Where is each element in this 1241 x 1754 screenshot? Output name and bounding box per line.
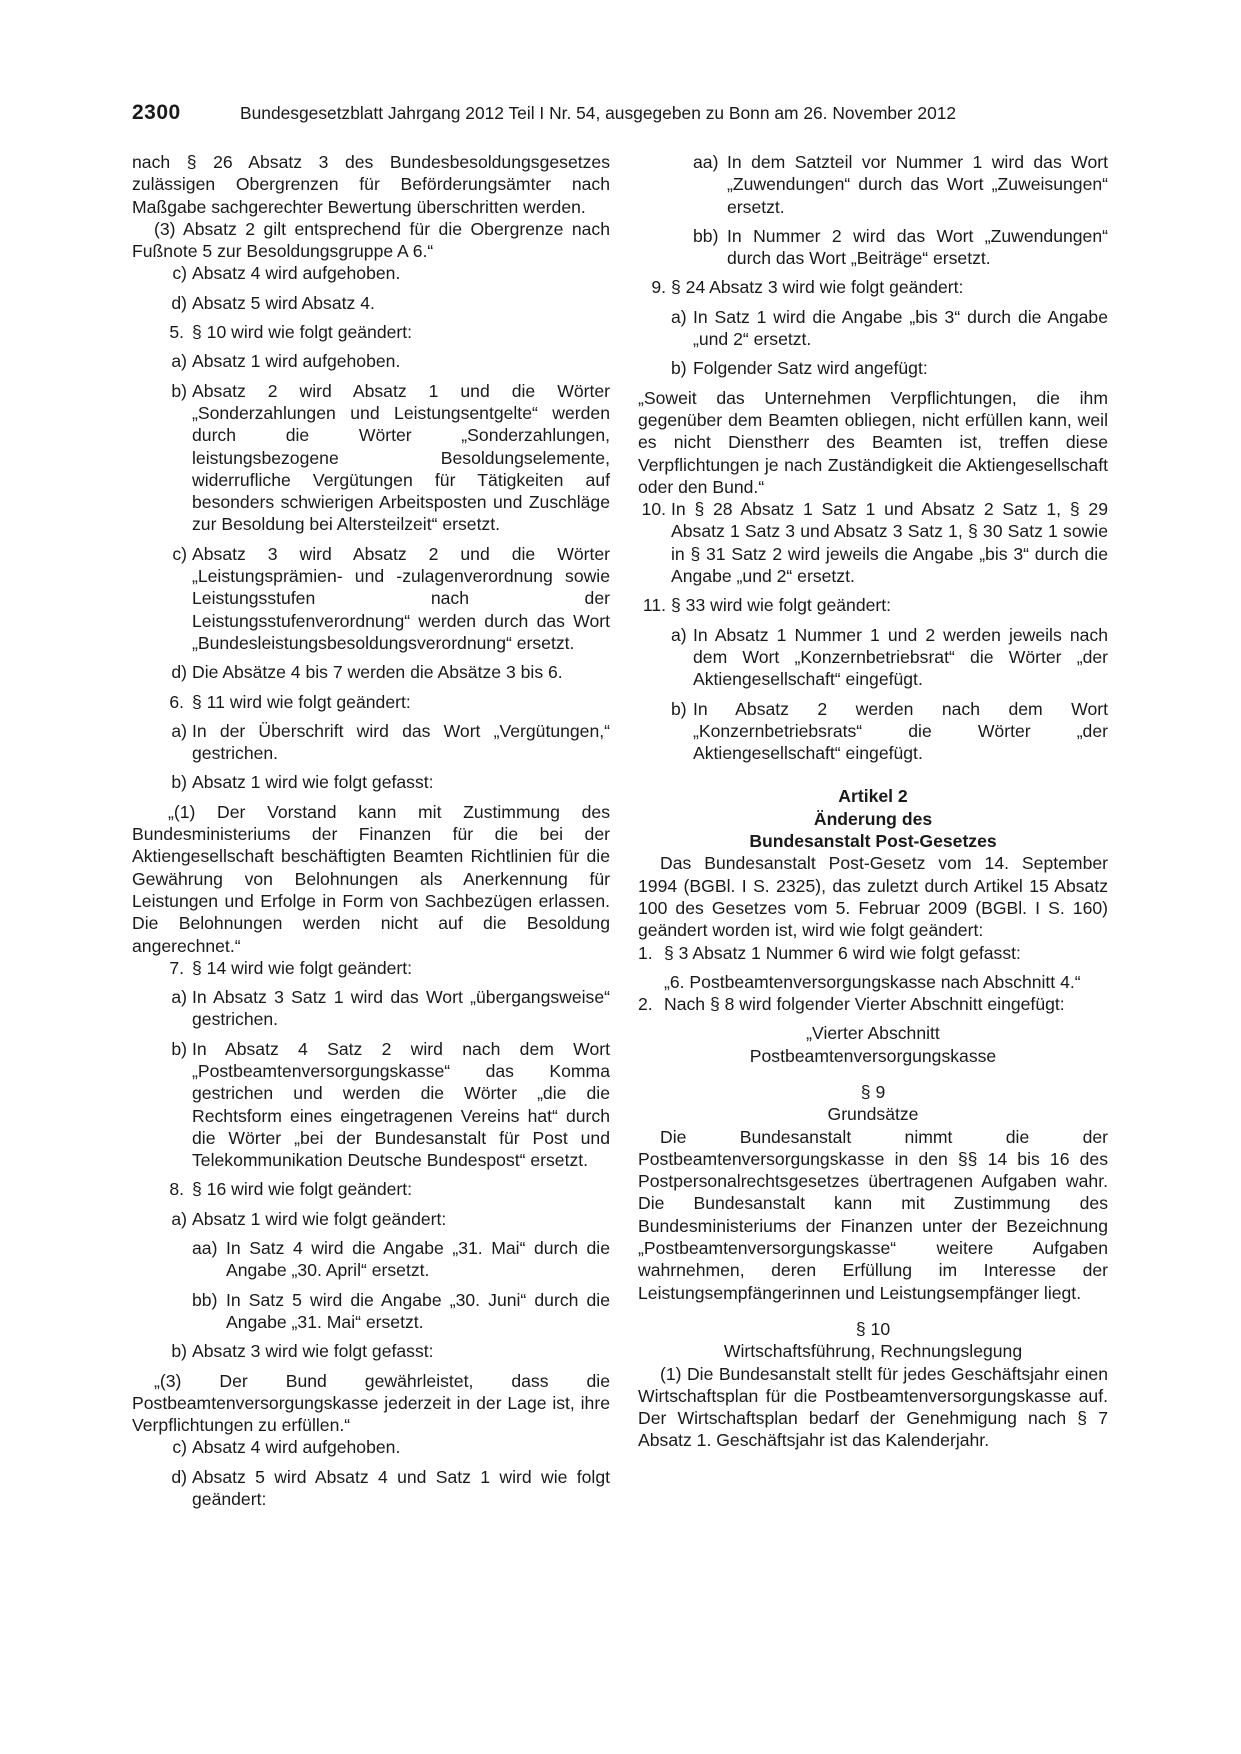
item-label: a) (171, 351, 187, 372)
paragraph-body: (1) Die Bundesanstalt stellt für jedes Geschäftsjahr einen Wirtschaftsplan für die Postbeamtenversorgungskasse auf. Der Wirtschaftsplan bedarf der Genehmigung nach § 7 Absatz 1. Geschäftsjahr ist das Kalenderjahr. (638, 1363, 1108, 1451)
item-text: Die Absätze 4 bis 7 werden die Absätze 3 bis 6. (192, 662, 563, 683)
list-item (132, 1237, 610, 1282)
item-text: § 24 Absatz 3 wird wie folgt geändert: (671, 277, 964, 298)
quoted-paragraph: „(1) Der Vorstand kann mit Zustimmung des Bundesministeriums der Finanzen für die bei der Aktiengesellschaft beschäftigten Beamten Richtlinien für die Gewährung von Belohnungen als Anerkennung für Leistungen und Erfolge in Form von Sachbezügen erlassen. Die Belohnungen werden nicht auf die Besoldung angerechnet.“ (132, 801, 610, 956)
item-text: In § 28 Absatz 1 Satz 1 und Absatz 2 Satz 1, § 29 Absatz 1 Satz 3 und Absatz 3 Satz 1, § 30 Satz 1 sowie in § 31 Satz 2 wird jeweils die Angabe „bis 3“ durch die Angabe „und 2“ ersetzt. (671, 499, 1108, 587)
item-text: In Absatz 4 Satz 2 wird nach dem Wort „Postbeamtenversorgungskasse“ das Komma gestrichen und werden die Wörter „die die Rechtsform eines eingetragenen Vereins hat“ durch die Wörter „bei der Bundesanstalt für Post und Telekommunikation Deutsche Bundespost“ ersetzt. (192, 1038, 610, 1171)
paragraph-title: Grundsätze (827, 1104, 919, 1125)
item-text: In Absatz 2 werden nach dem Wort „Konzernbetriebsrats“ die Wörter „der Aktiengesellschaft“ eingefügt. (693, 698, 1108, 764)
article-subtitle: Bundesanstalt Post-Gesetzes (749, 831, 997, 852)
item-text: In Absatz 3 Satz 1 wird das Wort „übergangsweise“ gestrichen. (192, 987, 610, 1030)
item-label: d) (171, 292, 187, 313)
item-label: b) (171, 772, 187, 793)
page-number: 2300 (132, 101, 181, 124)
list-item (638, 624, 1108, 691)
list-item (638, 942, 1108, 964)
item-label: bb) (192, 1289, 218, 1310)
item-number: 1. (638, 942, 653, 963)
section-heading: „Vierter Abschnitt (806, 1023, 940, 1044)
list-item (132, 957, 610, 979)
item-text: Folgender Satz wird angefügt: (693, 358, 928, 379)
paragraph-number: § 10 (855, 1318, 891, 1339)
item-text: Absatz 3 wird wie folgt gefasst: (192, 1341, 434, 1362)
item-text: § 33 wird wie folgt geändert: (671, 595, 892, 616)
left-column (132, 151, 610, 1517)
list-item (132, 380, 610, 536)
item-text: Absatz 1 wird wie folgt geändert: (192, 1208, 447, 1229)
article-title: Artikel 2 (838, 786, 908, 807)
item-label: aa) (192, 1238, 218, 1259)
spacer (638, 1304, 1108, 1318)
item-text: Absatz 4 wird aufgehoben. (192, 263, 401, 284)
quoted-paragraph: „(3) Der Bund gewährleistet, dass die Postbeamtenversorgungskasse jederzeit in der Lage ist, ihre Verpflichtungen zu erfüllen.“ (132, 1370, 610, 1436)
list-item (638, 306, 1108, 351)
item-text: In Satz 5 wird die Angabe „30. Juni“ durch die Angabe „31. Mai“ ersetzt. (226, 1289, 610, 1332)
page-header (132, 101, 1107, 131)
quoted-paragraph: „Soweit das Unternehmen Verpflichtungen, die ihm gegenüber dem Beamten obliegen, nicht erfüllen kann, weil es nicht Dienstherr des Beamten ist, treffen diese Verpflichtungen je nach Zuständigkeit die Aktiengesellschaft oder den Bund.“ (638, 387, 1108, 497)
item-label: a) (171, 987, 187, 1008)
item-label: d) (171, 662, 187, 683)
item-number: 5. (169, 322, 184, 343)
list-item (638, 498, 1108, 587)
list-item (132, 321, 610, 343)
item-label: a) (171, 720, 187, 741)
item-text: Absatz 5 wird Absatz 4. (192, 292, 375, 313)
item-text: In Satz 4 wird die Angabe „31. Mai“ durch die Angabe „30. April“ ersetzt. (226, 1238, 610, 1281)
article-subtitle: Änderung des (813, 808, 933, 829)
item-text: § 16 wird wie folgt geändert: (192, 1179, 413, 1200)
item-text: Absatz 5 wird Absatz 4 und Satz 1 wird wie folgt geändert: (192, 1466, 610, 1510)
item-text: Absatz 1 wird aufgehoben. (192, 351, 401, 372)
item-label: b) (171, 1038, 187, 1059)
item-number: 6. (169, 691, 184, 712)
list-item (638, 225, 1108, 270)
item-label: a) (671, 624, 687, 645)
item-label: c) (172, 263, 187, 284)
list-item (132, 1466, 610, 1511)
list-item (132, 292, 610, 314)
item-label: a) (671, 306, 687, 327)
item-number: 9. (651, 277, 666, 298)
item-text: § 11 wird wie folgt geändert: (192, 691, 411, 712)
list-item (638, 276, 1108, 298)
item-text: In der Überschrift wird das Wort „Vergütungen,“ gestrichen. (192, 720, 610, 764)
list-item (132, 1038, 610, 1172)
item-text: In Satz 1 wird die Angabe „bis 3“ durch die Angabe „und 2“ ersetzt. (693, 306, 1108, 350)
item-text: In Absatz 1 Nummer 1 und 2 werden jeweils nach dem Wort „Konzernbetriebsrat“ die Wörter „der Aktiengesellschaft“ eingefügt. (693, 624, 1108, 690)
item-label: c) (172, 1437, 187, 1458)
item-label: b) (171, 380, 187, 401)
item-number: 11. (642, 595, 666, 616)
item-text: § 3 Absatz 1 Nummer 6 wird wie folgt gefasst: (664, 942, 1021, 963)
item-text: Absatz 2 wird Absatz 1 und die Wörter „Sonderzahlungen und Leistungsentgelte“ werden durch die Wörter „Sonderzahlungen, leistungsbezogene Besoldungselemente, widerrufliche Vergütungen für Tätigkeiten auf besonders schwierigen Arbeitsposten und Zuschläge zur Besoldung bei Altersteilzeit“ ersetzt. (192, 380, 610, 535)
item-label: aa) (693, 152, 719, 172)
list-item (638, 357, 1108, 379)
item-number: 10. (641, 499, 666, 520)
list-item (132, 986, 610, 1031)
item-number: 2. (638, 994, 653, 1015)
paragraph-title: Wirtschaftsführung, Rechnungslegung (723, 1341, 1023, 1362)
spacer (638, 771, 1108, 785)
spacer (638, 1067, 1108, 1081)
list-item (638, 993, 1108, 1015)
item-text: § 10 wird wie folgt geändert: (192, 322, 413, 343)
item-text: Absatz 1 wird wie folgt gefasst: (192, 772, 434, 793)
paragraph-body: Die Bundesanstalt nimmt die der Postbeamtenversorgungskasse in den §§ 14 bis 16 des Postpersonalrechtsgesetzes übertragenen Aufgaben wahr. Die Bundesanstalt kann mit Zustimmung des Bundesministeriums der Finanzen unter der Bezeichnung „Postbeamtenversorgungskasse“ weitere Aufgaben wahrnehmen, deren Erfüllung im Interesse der Leistungsempfängerinnen und Leistungsempfänger liegt. (638, 1126, 1108, 1303)
list-item (132, 262, 610, 284)
item-number: 8. (169, 1179, 184, 1200)
item-text: In dem Satzteil vor Nummer 1 wird das Wort „Zuwendungen“ durch das Wort „Zuweisungen“ ersetzt. (727, 152, 1108, 217)
list-item (132, 350, 610, 372)
list-item (132, 691, 610, 713)
quoted-paragraph: (3) Absatz 2 gilt entsprechend für die Obergrenze nach Fußnote 5 zur Besoldungsgruppe A 6.“ (132, 218, 610, 262)
list-item (132, 543, 610, 654)
item-label: b) (171, 1341, 187, 1362)
list-item (132, 661, 610, 683)
section-heading: Postbeamtenversorgungskasse (749, 1045, 997, 1066)
article-intro: Das Bundesanstalt Post-Gesetz vom 14. September 1994 (BGBl. I S. 2325), das zuletzt durch Artikel 15 Absatz 100 des Gesetzes vom 5. Februar 2009 (BGBl. I S. 160) geändert worden ist, wird wie folgt geändert: (638, 853, 1108, 941)
item-label: bb) (693, 225, 719, 246)
item-label: b) (671, 698, 687, 719)
item-label: a) (171, 1208, 187, 1229)
item-text: In Nummer 2 wird das Wort „Zuwendungen“ durch das Wort „Beiträge“ ersetzt. (727, 225, 1108, 269)
continuation-text: nach § 26 Absatz 3 des Bundesbesoldungsgesetzes zulässigen Obergrenzen für Beförderungsämter nach Maßgabe sachgerechter Bewertung überschritten werden. (132, 152, 610, 217)
item-label: b) (671, 358, 687, 379)
item-number: 7. (169, 957, 184, 978)
list-item (132, 720, 610, 765)
item-text: Absatz 3 wird Absatz 2 und die Wörter „Leistungsprämien- und -zulagenverordnung sowie Leistungsstufen nach der Leistungsstufenverordnung“ werden durch das Wort „Bundesleistungsbesoldungsverordnung“ ersetzt. (192, 543, 610, 653)
quoted-line: „6. Postbeamtenversorgungskasse nach Abschnitt 4.“ (664, 971, 1081, 992)
right-column (638, 151, 1108, 1452)
item-label: c) (172, 543, 187, 564)
item-label: d) (171, 1466, 187, 1487)
item-text: Absatz 4 wird aufgehoben. (192, 1437, 401, 1458)
list-item (132, 1208, 610, 1230)
item-text: § 14 wird wie folgt geändert: (192, 957, 413, 978)
list-item (132, 1178, 610, 1200)
list-item (638, 151, 1108, 218)
list-item (132, 1289, 610, 1334)
paragraph-number: § 9 (860, 1081, 886, 1102)
list-item (132, 1436, 610, 1458)
list-item (638, 698, 1108, 765)
list-item (132, 771, 610, 793)
list-item (132, 1340, 610, 1362)
running-title: Bundesgesetzblatt Jahrgang 2012 Teil I Nr. 54, ausgegeben zu Bonn am 26. November 2012 (240, 103, 957, 123)
item-text: Nach § 8 wird folgender Vierter Abschnitt eingefügt: (664, 994, 1065, 1015)
list-item (638, 594, 1108, 616)
